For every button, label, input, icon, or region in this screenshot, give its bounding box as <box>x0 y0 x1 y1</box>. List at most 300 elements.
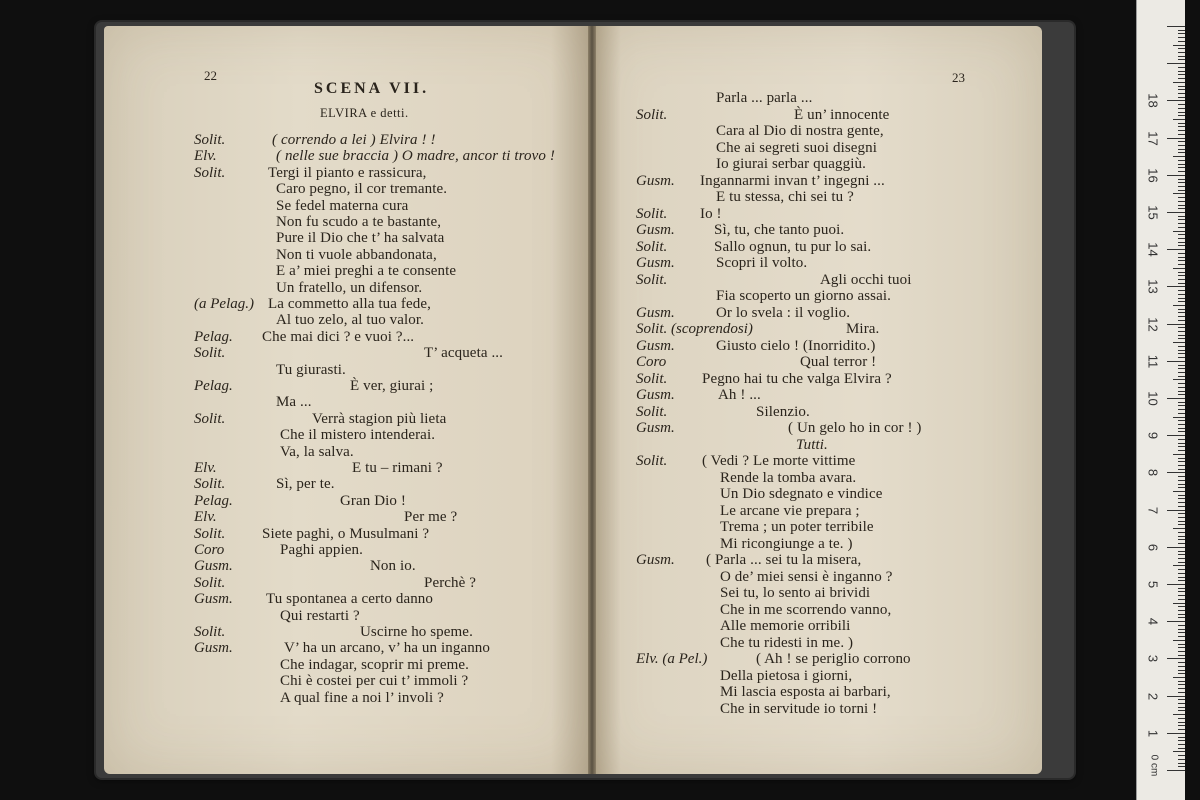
verse-line: Pegno hai tu che valga Elvira ? <box>702 370 892 387</box>
ruler-tick <box>1178 610 1185 611</box>
ruler-tick <box>1178 312 1185 313</box>
ruler-tick <box>1178 614 1185 615</box>
ruler-tick <box>1178 755 1185 756</box>
speaker-label: Solit. <box>636 453 668 469</box>
ruler-tick <box>1173 82 1185 83</box>
ruler-tick <box>1178 506 1185 507</box>
verse-line: Non ti vuole abbandonata, <box>276 246 437 263</box>
ruler-tick <box>1178 208 1185 209</box>
speaker-label: Solit. <box>194 132 226 148</box>
ruler-tick <box>1178 595 1185 596</box>
ruler-tick <box>1178 759 1185 760</box>
verse-line: È un’ innocente <box>794 106 890 123</box>
verse-line: ( correndo a lei ) Elvira ! ! <box>272 132 436 148</box>
verse-line: Ingannarmi invan t’ ingegni ... <box>700 172 885 189</box>
ruler-tick <box>1178 387 1185 388</box>
ruler-tick <box>1178 703 1185 704</box>
ruler-tick <box>1178 223 1185 224</box>
verse-line: Se fedel materna cura <box>276 197 409 214</box>
verse-line: ( Ah ! se periglio corrono <box>756 651 911 667</box>
right-page-number: 23 <box>952 70 965 85</box>
ruler-tick <box>1178 134 1185 135</box>
ruler-tick <box>1178 465 1185 466</box>
ruler-tick <box>1167 249 1185 250</box>
speaker-label: Solit. <box>636 106 668 123</box>
speaker-label: Solit. <box>194 476 226 493</box>
speaker-label: Gusm. <box>636 222 675 238</box>
ruler-tick <box>1178 353 1185 354</box>
ruler-tick <box>1178 104 1185 105</box>
ruler-tick <box>1178 744 1185 745</box>
ruler-number: 15 <box>1145 205 1161 220</box>
ruler-number: 3 <box>1145 655 1161 663</box>
speaker-label: Gusm. <box>636 387 675 403</box>
ruler-tick <box>1178 439 1185 440</box>
ruler-tick <box>1173 603 1185 604</box>
speaker-label: Solit. <box>194 525 226 542</box>
verse-line: ( Un gelo ho in cor ! ) <box>788 420 922 436</box>
ruler-tick <box>1178 644 1185 645</box>
speaker-label: Elv. (a Pel.) <box>636 651 708 667</box>
ruler-tick <box>1173 305 1185 306</box>
ruler-tick <box>1173 342 1185 343</box>
ruler-tick <box>1178 383 1185 384</box>
verse-line: Tu spontanea a certo danno <box>266 591 434 608</box>
ruler-tick <box>1173 379 1185 380</box>
ruler-tick <box>1178 41 1185 42</box>
ruler-tick <box>1178 242 1185 243</box>
speaker-label: Gusm. <box>636 552 675 568</box>
ruler-tick <box>1178 245 1185 246</box>
ruler-tick <box>1178 413 1185 414</box>
ruler-tick <box>1167 435 1185 436</box>
ruler-tick <box>1178 532 1185 533</box>
ruler-tick <box>1178 335 1185 336</box>
ruler-tick <box>1173 156 1185 157</box>
ruler-tick <box>1173 193 1185 194</box>
speaker-label: Elv. <box>194 509 217 526</box>
ruler-tick <box>1178 227 1185 228</box>
verse-line: Le arcane vie prepara ; <box>720 502 860 519</box>
ruler-tick <box>1173 268 1185 269</box>
verse-line: Che in me scorrendo vanno, <box>720 601 892 618</box>
ruler-tick <box>1178 59 1185 60</box>
ruler-tick <box>1167 770 1185 771</box>
ruler-tick <box>1178 517 1185 518</box>
verse-line: Cara al Dio di nostra gente, <box>716 123 884 139</box>
verse-line: Tutti. <box>796 436 828 453</box>
ruler-tick <box>1167 510 1185 511</box>
ruler-tick <box>1178 152 1185 153</box>
ruler-number: 9 <box>1145 432 1161 440</box>
ruler-tick <box>1178 260 1185 261</box>
speaker-label: Elv. <box>194 460 217 476</box>
ruler-tick <box>1178 309 1185 310</box>
ruler-tick <box>1178 238 1185 239</box>
ruler-tick <box>1173 119 1185 120</box>
ruler-tick <box>1178 662 1185 663</box>
ruler-tick <box>1178 234 1185 235</box>
ruler-tick <box>1178 290 1185 291</box>
ruler-tick <box>1178 562 1185 563</box>
ruler-tick <box>1167 100 1185 101</box>
verse-line: È ver, giurai ; <box>350 378 434 394</box>
ruler-tick <box>1178 219 1185 220</box>
verse-line: Giusto cielo ! (Inorridito.) <box>716 337 876 354</box>
ruler-tick <box>1178 171 1185 172</box>
speaker-label: Gusm. <box>636 337 675 354</box>
ruler-tick <box>1173 751 1185 752</box>
speaker-label: Solit. <box>194 345 226 362</box>
ruler-tick <box>1178 729 1185 730</box>
ruler-tick <box>1178 141 1185 142</box>
scene-heading: SCENA VII. <box>314 80 430 97</box>
verse-line: Sei tu, lo sento ai brividi <box>720 585 871 601</box>
speaker-label: Gusm. <box>636 255 675 271</box>
ruler-tick <box>1178 498 1185 499</box>
ruler-tick <box>1178 495 1185 496</box>
ruler-tick <box>1178 365 1185 366</box>
ruler-tick <box>1167 621 1185 622</box>
ruler-tick <box>1178 588 1185 589</box>
verse-line: Scopri il volto. <box>716 255 808 271</box>
verse-line: E tu stessa, chi sei tu ? <box>716 189 854 205</box>
speaker-label: Gusm. <box>194 558 233 575</box>
ruler-tick <box>1178 651 1185 652</box>
speaker-label: Solit. <box>636 403 668 420</box>
ruler-tick <box>1178 443 1185 444</box>
ruler-tick <box>1178 670 1185 671</box>
ruler-number: 11 <box>1145 354 1161 369</box>
ruler-tick <box>1178 338 1185 339</box>
ruler-tick <box>1178 484 1185 485</box>
ruler-tick <box>1178 737 1185 738</box>
ruler-tick <box>1178 606 1185 607</box>
verse-line: Per me ? <box>404 509 458 526</box>
speaker-label: Coro <box>194 542 225 558</box>
speaker-label: Gusm. <box>636 172 675 189</box>
ruler-tick <box>1178 357 1185 358</box>
ruler-tick <box>1178 89 1185 90</box>
ruler-tick <box>1178 201 1185 202</box>
scene-subheading: ELVIRA e detti. <box>320 106 409 120</box>
verse-line: O de’ miei sensi è inganno ? <box>720 568 893 585</box>
ruler-tick <box>1178 461 1185 462</box>
verse-line: Un Dio sdegnato e vindice <box>720 486 883 502</box>
speaker-label: Solit. <box>194 164 226 181</box>
speaker-label: Solit. <box>636 238 668 255</box>
book-gutter <box>588 26 596 774</box>
ruler-tick <box>1178 539 1185 540</box>
ruler-tick <box>1178 766 1185 767</box>
speaker-label: Solit. <box>636 370 668 387</box>
ruler-tick <box>1167 733 1185 734</box>
verse-line: Che il mistero intenderai. <box>280 427 436 444</box>
verse-line: Sì, per te. <box>276 476 335 493</box>
ruler-tick <box>1178 67 1185 68</box>
ruler-tick <box>1178 684 1185 685</box>
ruler-tick <box>1178 428 1185 429</box>
left-page-number: 22 <box>204 68 217 83</box>
ruler-tick <box>1167 63 1185 64</box>
ruler-tick <box>1167 696 1185 697</box>
ruler-tick <box>1178 480 1185 481</box>
ruler-tick <box>1178 327 1185 328</box>
verse-line: Tergi il pianto e rassicura, <box>268 164 427 181</box>
ruler-tick <box>1178 283 1185 284</box>
verse-line: Della pietosa i giorni, <box>720 667 853 684</box>
ruler-tick <box>1178 30 1185 31</box>
ruler-number: 1 <box>1145 729 1161 737</box>
ruler-tick <box>1178 458 1185 459</box>
verse-line: Perchè ? <box>424 574 477 591</box>
ruler-tick <box>1178 74 1185 75</box>
verse-line: Alle memorie orribili <box>720 618 851 634</box>
speaker-label: (a Pelag.) <box>194 296 254 312</box>
ruler-tick <box>1173 714 1185 715</box>
ruler-tick <box>1167 472 1185 473</box>
verse-line: ( Parla ... sei tu la misera, <box>706 552 862 568</box>
ruler-number: 8 <box>1145 469 1161 477</box>
verse-line: Fia scoperto un giorno assai. <box>716 288 891 304</box>
ruler-tick <box>1173 417 1185 418</box>
verse-line: La commetto alla tua fede, <box>268 296 431 312</box>
ruler-tick <box>1178 167 1185 168</box>
ruler-tick <box>1178 718 1185 719</box>
ruler-tick <box>1178 320 1185 321</box>
speaker-label: Gusm. <box>636 420 675 436</box>
ruler-tick <box>1167 175 1185 176</box>
ruler-tick <box>1178 476 1185 477</box>
ruler-tick <box>1173 491 1185 492</box>
ruler-tick <box>1178 632 1185 633</box>
verse-line: Trema ; un poter terribile <box>720 519 874 535</box>
ruler-number: 2 <box>1145 692 1161 700</box>
ruler-tick <box>1167 26 1185 27</box>
verse-line: Paghi appien. <box>280 542 363 558</box>
verse-line: Gran Dio ! <box>340 492 406 509</box>
ruler-tick <box>1178 573 1185 574</box>
ruler-tick <box>1178 599 1185 600</box>
ruler-tick <box>1173 677 1185 678</box>
ruler-tick <box>1173 45 1185 46</box>
ruler-tick <box>1178 182 1185 183</box>
verse-line: Parla ... parla ... <box>716 90 813 106</box>
verse-line: Che ai segreti suoi disegni <box>716 139 878 156</box>
ruler-tick <box>1178 688 1185 689</box>
ruler-tick <box>1178 513 1185 514</box>
ruler-tick <box>1178 629 1185 630</box>
verse-line: Io ! <box>700 205 722 222</box>
ruler-tick <box>1167 324 1185 325</box>
verse-line: Che indagar, scoprir mi preme. <box>280 656 470 673</box>
ruler-tick <box>1178 368 1185 369</box>
verse-line: Sallo ognun, tu pur lo sai. <box>714 238 872 255</box>
ruler-tick <box>1178 699 1185 700</box>
verse-line: Qual terror ! <box>800 354 877 370</box>
verse-line: Non fu scudo a te bastante, <box>276 214 442 230</box>
ruler-number: 7 <box>1145 506 1161 514</box>
ruler-number: 13 <box>1145 279 1161 295</box>
ruler-tick <box>1178 179 1185 180</box>
ruler-tick <box>1178 617 1185 618</box>
ruler-tick <box>1178 591 1185 592</box>
ruler-tick <box>1178 272 1185 273</box>
ruler-tick <box>1178 424 1185 425</box>
ruler-tick <box>1178 431 1185 432</box>
ruler-tick <box>1178 469 1185 470</box>
verse-line: Non io. <box>370 558 416 575</box>
verse-line: Agli occhi tuoi <box>820 271 912 288</box>
ruler-tick <box>1178 543 1185 544</box>
ruler-tick <box>1178 197 1185 198</box>
ruler-tick <box>1178 123 1185 124</box>
ruler-tick <box>1178 502 1185 503</box>
ruler-tick <box>1178 692 1185 693</box>
verse-line: ( nelle sue braccia ) O madre, ancor ti trovo ! <box>276 148 555 165</box>
verse-line: Io giurai serbar quaggiù. <box>716 156 866 172</box>
verse-line: Caro pegno, il cor tremante. <box>276 181 448 198</box>
verse-line: Che mai dici ? e vuoi ?... <box>262 328 415 345</box>
speaker-label: Pelag. <box>194 328 233 345</box>
ruler-tick <box>1167 584 1185 585</box>
verse-line: Va, la salva. <box>280 443 354 460</box>
ruler-tick <box>1178 725 1185 726</box>
ruler-number: 5 <box>1145 580 1161 589</box>
verse-line: Tu giurasti. <box>276 361 346 378</box>
speaker-label: Solit. <box>194 410 226 427</box>
ruler-tick <box>1178 405 1185 406</box>
ruler-tick <box>1178 298 1185 299</box>
verse-line: T’ acqueta ... <box>424 345 503 362</box>
ruler-tick <box>1178 577 1185 578</box>
ruler-tick <box>1178 569 1185 570</box>
ruler-tick <box>1178 647 1185 648</box>
ruler-tick <box>1178 521 1185 522</box>
ruler-tick <box>1178 86 1185 87</box>
verse-line: Or lo svela : il voglio. <box>716 304 851 321</box>
ruler-tick <box>1178 446 1185 447</box>
ruler-tick <box>1178 391 1185 392</box>
ruler-tick <box>1178 37 1185 38</box>
ruler-number: 16 <box>1145 168 1161 183</box>
ruler-tick <box>1178 160 1185 161</box>
ruler-tick <box>1178 722 1185 723</box>
verse-line: Al tuo zelo, al tuo valor. <box>276 312 424 329</box>
ruler-tick <box>1178 126 1185 127</box>
speaker-label: Pelag. <box>194 378 233 394</box>
ruler-tick <box>1178 279 1185 280</box>
ruler-tick <box>1178 376 1185 377</box>
ruler-tick <box>1178 763 1185 764</box>
ruler-tick <box>1167 286 1185 287</box>
ruler-tick <box>1178 707 1185 708</box>
ruler-tick <box>1178 558 1185 559</box>
ruler-tick <box>1178 740 1185 741</box>
speaker-label: Elv. <box>194 148 217 165</box>
ruler-tick <box>1178 56 1185 57</box>
speaker-label: Pelag. <box>194 492 233 509</box>
ruler-tick <box>1173 640 1185 641</box>
ruler-tick <box>1167 658 1185 659</box>
ruler-tick <box>1178 636 1185 637</box>
ruler-number: 4 <box>1145 618 1161 626</box>
ruler-tick <box>1178 275 1185 276</box>
ruler-tick <box>1178 666 1185 667</box>
verse-line: Uscirne ho speme. <box>360 624 473 640</box>
verse-line: Mira. <box>846 321 880 337</box>
ruler-tick <box>1178 331 1185 332</box>
ruler-tick <box>1178 97 1185 98</box>
speaker-label: Gusm. <box>194 591 233 608</box>
ruler-tick <box>1178 316 1185 317</box>
ruler-tick <box>1173 528 1185 529</box>
ruler-tick <box>1178 216 1185 217</box>
ruler-number: 6 <box>1145 543 1161 551</box>
ruler-tick <box>1178 551 1185 552</box>
ruler-tick <box>1178 145 1185 146</box>
ruler-tick <box>1178 149 1185 150</box>
ruler-tick <box>1178 748 1185 749</box>
ruler-number: 18 <box>1145 93 1161 109</box>
ruler-tick <box>1178 164 1185 165</box>
ruler-unit-label: 0 cm <box>1148 754 1160 777</box>
ruler-tick <box>1167 138 1185 139</box>
ruler-tick <box>1178 673 1185 674</box>
speaker-label: Solit. <box>194 574 226 591</box>
ruler-tick <box>1178 394 1185 395</box>
speaker-label: Solit. <box>636 271 668 288</box>
ruler-tick <box>1178 524 1185 525</box>
verse-line: Siete paghi, o Musulmani ? <box>262 525 430 542</box>
ruler-number: 10 <box>1145 391 1161 406</box>
verse-line: E tu – rimani ? <box>352 460 443 476</box>
ruler-tick <box>1178 48 1185 49</box>
ruler-tick <box>1173 565 1185 566</box>
ruler-tick <box>1178 580 1185 581</box>
ruler-tick <box>1167 212 1185 213</box>
ruler-tick <box>1178 253 1185 254</box>
verse-line: Rende la tomba avara. <box>720 469 857 486</box>
speaker-label: Solit. <box>636 205 668 222</box>
ruler-tick <box>1178 205 1185 206</box>
verse-line: Che tu ridesti in me. ) <box>720 634 854 651</box>
ruler-tick <box>1178 681 1185 682</box>
ruler-tick <box>1178 487 1185 488</box>
ruler-tick <box>1178 350 1185 351</box>
speaker-label: Solit. <box>194 624 226 640</box>
ruler-tick <box>1178 78 1185 79</box>
ruler-tick <box>1167 398 1185 399</box>
ruler-tick <box>1178 536 1185 537</box>
ruler-tick <box>1173 454 1185 455</box>
verse-line: Ah ! ... <box>718 387 761 403</box>
verse-line: Verrà stagion più lieta <box>312 410 447 427</box>
ruler-tick <box>1178 301 1185 302</box>
ruler-tick <box>1178 372 1185 373</box>
verse-line: E a’ miei preghi a te consente <box>276 263 457 280</box>
ruler-number: 17 <box>1145 130 1161 146</box>
ruler-tick <box>1178 115 1185 116</box>
ruler-tick <box>1178 554 1185 555</box>
ruler-tick <box>1178 52 1185 53</box>
ruler-tick <box>1178 655 1185 656</box>
ruler-tick <box>1167 547 1185 548</box>
verse-line: Silenzio. <box>756 403 810 420</box>
ruler-tick <box>1178 71 1185 72</box>
ruler-number: 12 <box>1145 316 1161 332</box>
ruler-tick <box>1178 420 1185 421</box>
